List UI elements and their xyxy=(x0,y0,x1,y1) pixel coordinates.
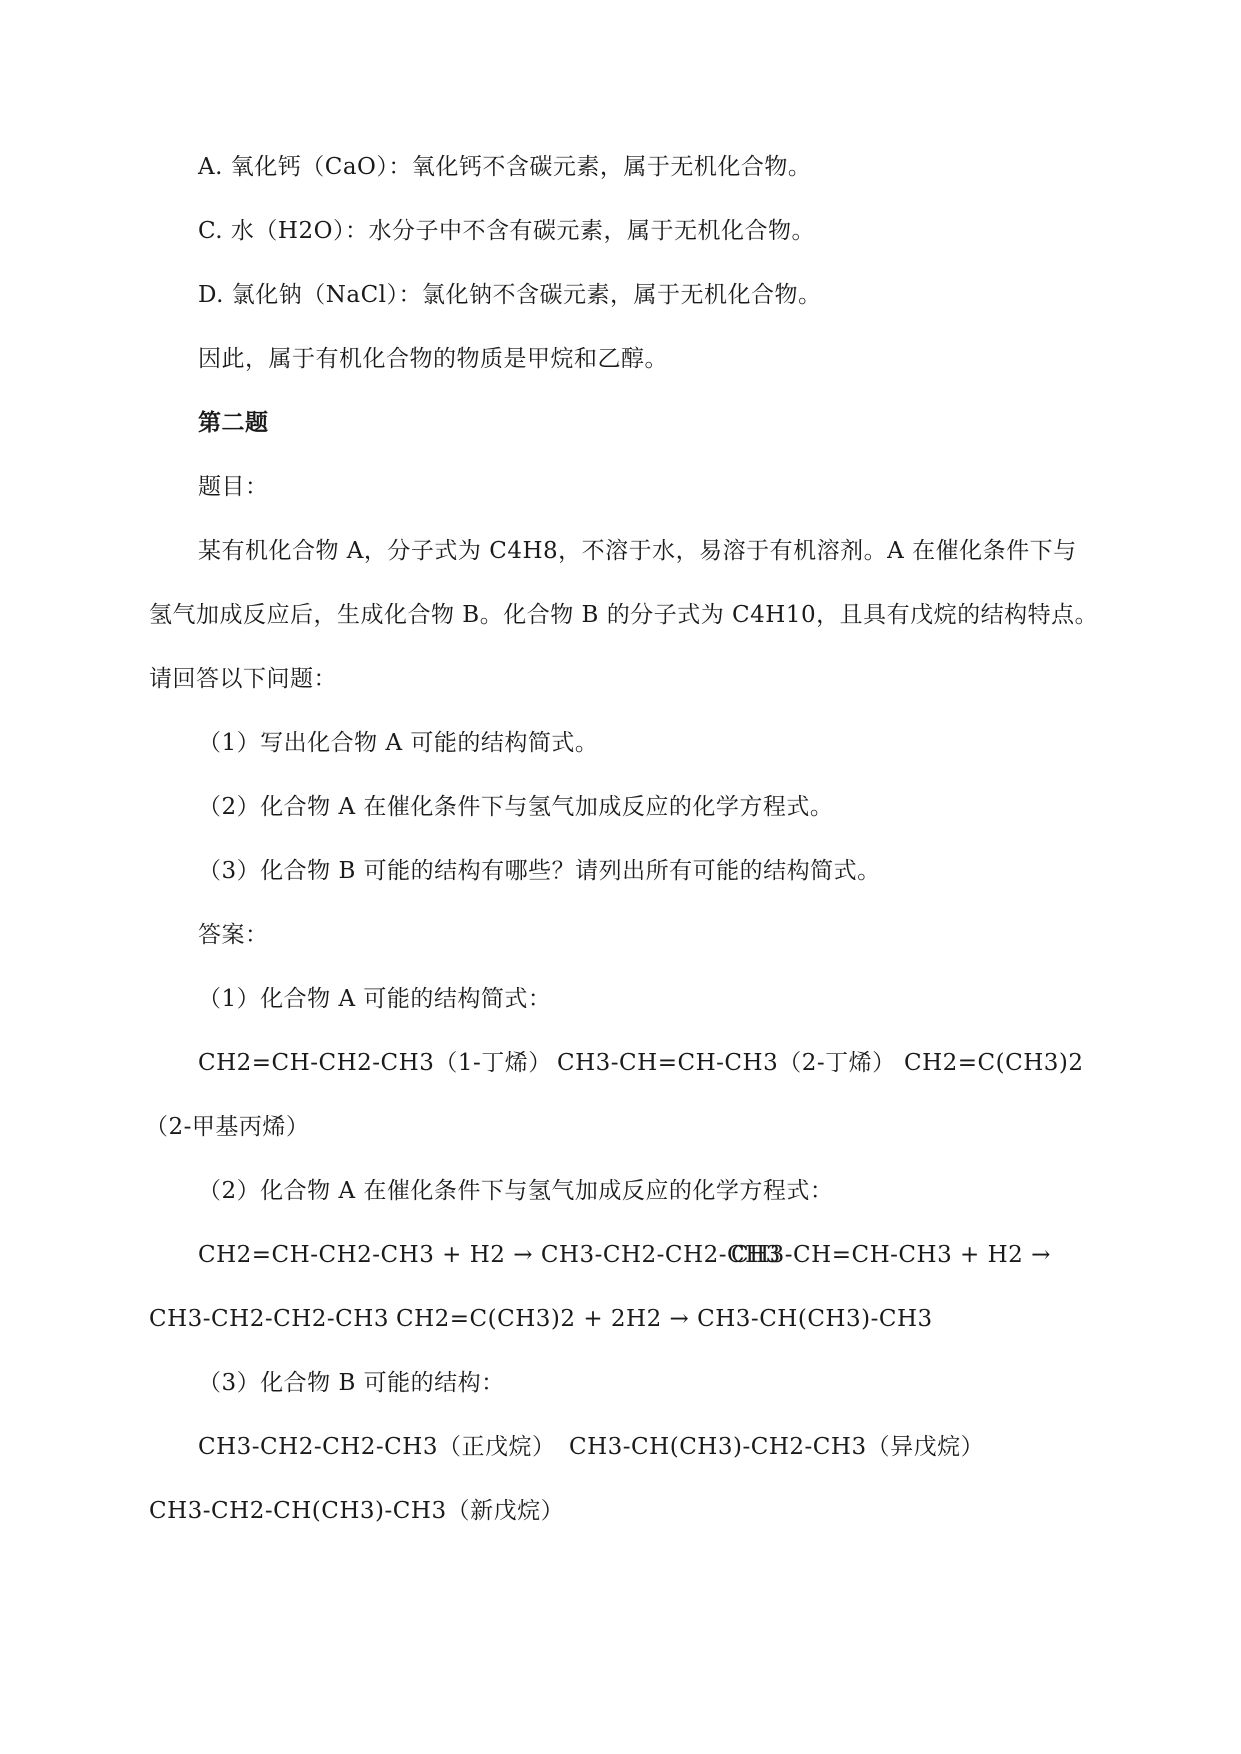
structure-n-pentane: CH3-CH2-CH2-CH3（正戊烷） xyxy=(198,1434,556,1460)
answer-1-formulas-row xyxy=(0,1048,1241,1078)
equation-1: CH2=CH-CH2-CH3 + H2 → CH3-CH2-CH2-CH3 xyxy=(198,1242,781,1268)
formula-2-methylpropene-name: （2-甲基丙烯） xyxy=(145,1114,310,1140)
question-stem-line-3: 请回答以下问题： xyxy=(149,666,337,692)
sub-question-3: （3）化合物 B 可能的结构有哪些？请列出所有可能的结构简式。 xyxy=(198,858,881,884)
formula-2-methylpropene: CH2=C(CH3)2 xyxy=(904,1050,1084,1076)
question-heading: 第二题 xyxy=(198,409,269,436)
equations-row-1 xyxy=(0,1240,1241,1270)
structures-row-1 xyxy=(0,1432,1241,1462)
equation-2-end: CH3-CH2-CH2-CH3 xyxy=(149,1306,389,1332)
option-a-explanation: A. 氧化钙（CaO）：氧化钙不含碳元素，属于无机化合物。 xyxy=(198,154,812,180)
structure-neopentane: CH3-CH2-CH(CH3)-CH3（新戊烷） xyxy=(149,1498,565,1524)
option-c-explanation: C. 水（H2O）：水分子中不含有碳元素，属于无机化合物。 xyxy=(198,218,815,244)
answer-2-label: （2）化合物 A 在催化条件下与氢气加成反应的化学方程式： xyxy=(198,1178,834,1204)
answer-3-label: （3）化合物 B 可能的结构： xyxy=(198,1370,505,1396)
answer-1-label: （1）化合物 A 可能的结构简式： xyxy=(198,986,552,1012)
equations-row-2 xyxy=(0,1304,1241,1334)
formula-2-butene: CH3-CH=CH-CH3（2-丁烯） xyxy=(557,1050,896,1076)
question-title-label: 题目： xyxy=(198,474,269,500)
structure-isopentane: CH3-CH(CH3)-CH2-CH3（异戊烷） xyxy=(569,1434,985,1460)
sub-question-1: （1）写出化合物 A 可能的结构简式。 xyxy=(198,730,599,756)
equation-2-start: CH3-CH=CH-CH3 + H2 → xyxy=(731,1242,1051,1268)
formula-1-butene: CH2=CH-CH2-CH3（1-丁烯） xyxy=(198,1050,552,1076)
question-stem-line-2: 氢气加成反应后，生成化合物 B。化合物 B 的分子式为 C4H10，且具有戊烷的结构特点。 xyxy=(149,602,1099,628)
answer-label: 答案： xyxy=(198,922,269,948)
question-stem-line-1: 某有机化合物 A，分子式为 C4H8，不溶于水，易溶于有机溶剂。A 在催化条件下与 xyxy=(198,538,1077,564)
option-d-explanation: D. 氯化钠（NaCl）：氯化钠不含碳元素，属于无机化合物。 xyxy=(198,282,822,308)
conclusion-text: 因此，属于有机化合物的物质是甲烷和乙醇。 xyxy=(198,346,668,372)
sub-question-2: （2）化合物 A 在催化条件下与氢气加成反应的化学方程式。 xyxy=(198,794,834,820)
equation-3: CH2=C(CH3)2 + 2H2 → CH3-CH(CH3)-CH3 xyxy=(396,1306,933,1332)
